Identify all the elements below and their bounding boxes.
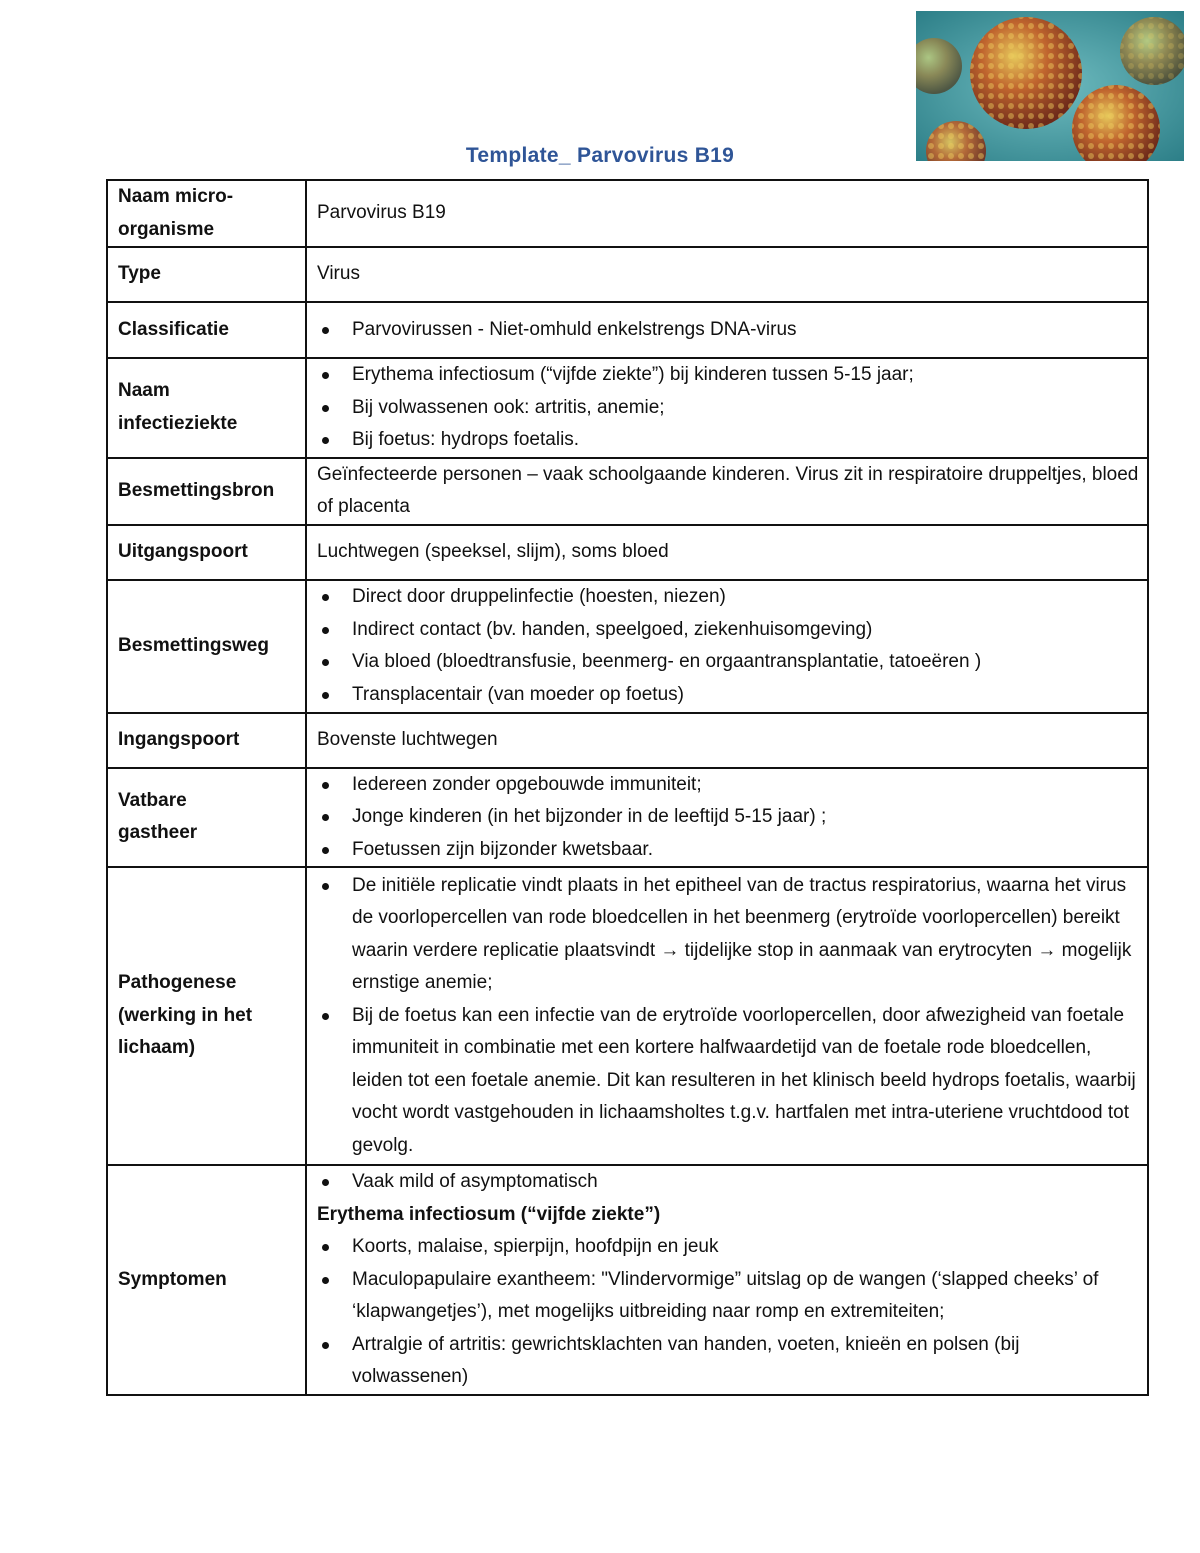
row-symptomen xyxy=(107,1165,1148,1395)
label-pathogenese xyxy=(107,867,306,1165)
pathogenese-list xyxy=(317,870,1139,1163)
virus-illustration-graphic xyxy=(916,11,1184,161)
label-naam xyxy=(107,180,306,247)
row-ingangspoort xyxy=(107,713,1148,768)
value-pathogenese xyxy=(306,867,1148,1165)
list-item: Foetussen zijn bijzonder kwetsbaar. xyxy=(317,834,1139,867)
label-uitgangspoort: Uitgangspoort xyxy=(107,525,306,580)
value-type: Virus xyxy=(306,247,1148,302)
value-besmettingsbron: Geïnfecteerde personen – vaak schoolgaande kinderen. Virus zit in respiratoire druppeltjes, bloed of placenta xyxy=(306,458,1148,525)
row-naam xyxy=(107,180,1148,247)
value-classificatie xyxy=(306,302,1148,358)
label-type: Type xyxy=(107,247,306,302)
label-gastheer-line2: gastheer xyxy=(118,822,198,844)
label-gastheer-line1: Vatbare xyxy=(118,789,187,811)
value-uitgangspoort: Luchtwegen (speeksel, slijm), soms bloed xyxy=(306,525,1148,580)
label-ingangspoort: Ingangspoort xyxy=(107,713,306,768)
label-symptomen: Symptomen xyxy=(107,1165,306,1395)
label-infectieziekte-line2: infectieziekte xyxy=(118,412,238,434)
infectieziekte-list xyxy=(317,359,1139,457)
list-item: Via bloed (bloedtransfusie, beenmerg- en orgaantransplantatie, tatoeëren ) xyxy=(317,646,1139,679)
list-item: Transplacentair (van moeder op foetus) xyxy=(317,679,1139,712)
list-item: Erythema infectiosum (“vijfde ziekte”) bij kinderen tussen 5-15 jaar; xyxy=(317,359,1139,392)
value-ingangspoort: Bovenste luchtwegen xyxy=(306,713,1148,768)
list-item: Maculopapulaire exantheem: "Vlindervormige” uitslag op de wangen (‘slapped cheeks’ of ‘klapwangetjes’), met mogelijks uitbreiding naar romp en extremiteiten; xyxy=(317,1264,1139,1329)
value-gastheer xyxy=(306,768,1148,868)
list-item: Koorts, malaise, spierpijn, hoofdpijn en jeuk xyxy=(317,1231,1139,1264)
row-gastheer xyxy=(107,768,1148,868)
list-item: Parvovirussen - Niet-omhuld enkelstrengs DNA-virus xyxy=(317,314,1139,347)
row-classificatie xyxy=(107,302,1148,358)
list-item: Jonge kinderen (in het bijzonder in de leeftijd 5-15 jaar) ; xyxy=(317,801,1139,834)
label-pathogenese-line1: Pathogenese xyxy=(118,972,237,994)
row-infectieziekte xyxy=(107,358,1148,458)
classificatie-list xyxy=(317,314,1139,347)
list-item: Bij foetus: hydrops foetalis. xyxy=(317,424,1139,457)
symptomen-intro-list xyxy=(317,1166,1139,1199)
row-type xyxy=(107,247,1148,302)
list-item: Indirect contact (bv. handen, speelgoed, ziekenhuisomgeving) xyxy=(317,614,1139,647)
value-besmettingsweg xyxy=(306,580,1148,713)
list-item: Direct door druppelinfectie (hoesten, niezen) xyxy=(317,581,1139,614)
label-naam-line2: organisme xyxy=(118,218,215,240)
row-besmettingsbron xyxy=(107,458,1148,525)
list-item: Iedereen zonder opgebouwde immuniteit; xyxy=(317,769,1139,802)
label-besmettingsweg: Besmettingsweg xyxy=(107,580,306,713)
row-besmettingsweg xyxy=(107,580,1148,713)
label-pathogenese-line2: (werking in het xyxy=(118,1004,253,1026)
list-item: Vaak mild of asymptomatisch xyxy=(317,1166,1139,1199)
row-uitgangspoort xyxy=(107,525,1148,580)
besmettingsweg-list xyxy=(317,581,1139,711)
virus-illustration xyxy=(916,11,1184,161)
label-naam-line1: Naam micro- xyxy=(118,186,234,207)
template-table xyxy=(106,179,1149,1396)
list-item: Artralgie of artritis: gewrichtsklachten van handen, voeten, knieën en polsen (bij volwassenen) xyxy=(317,1329,1139,1394)
gastheer-list xyxy=(317,769,1139,867)
label-classificatie: Classificatie xyxy=(107,302,306,358)
symptomen-list xyxy=(317,1231,1139,1394)
list-item: De initiële replicatie vindt plaats in het epitheel van de tractus respiratorius, waarna het virus de voorlopercellen van rode bloedcellen in het beenmerg (erytroïde voorlopercellen) bereikt waarin verdere replicatie plaatsvindt → tijdelijke stop in aanmaak van erytrocyten → mogelijk ernstige anemie; xyxy=(317,870,1139,1000)
value-symptomen xyxy=(306,1165,1148,1395)
label-infectieziekte-line1: Naam xyxy=(118,380,170,402)
symptomen-subheading: Erythema infectiosum (“vijfde ziekte”) xyxy=(317,1203,661,1225)
value-infectieziekte xyxy=(306,358,1148,458)
page-title: Template_ Parvovirus B19 xyxy=(465,144,735,167)
value-naam: Parvovirus B19 xyxy=(306,180,1148,247)
label-gastheer xyxy=(107,768,306,868)
label-pathogenese-line3: lichaam) xyxy=(118,1037,196,1059)
row-pathogenese xyxy=(107,867,1148,1165)
list-item: Bij de foetus kan een infectie van de erytroïde voorlopercellen, door afwezigheid van foetale immuniteit in combinatie met een kortere halfwaardetijd van de foetale rode bloedcellen, leiden tot een foetale anemie. Dit kan resulteren in het klinisch beeld hydrops foetalis, waarbij vocht wordt vastgehouden in lichaamsholtes t.g.v. hartfalen met intra-uteriene vruchtdood tot gevolg. xyxy=(317,1000,1139,1163)
label-besmettingsbron: Besmettingsbron xyxy=(107,458,306,525)
list-item: Bij volwassenen ook: artritis, anemie; xyxy=(317,392,1139,425)
label-infectieziekte xyxy=(107,358,306,458)
